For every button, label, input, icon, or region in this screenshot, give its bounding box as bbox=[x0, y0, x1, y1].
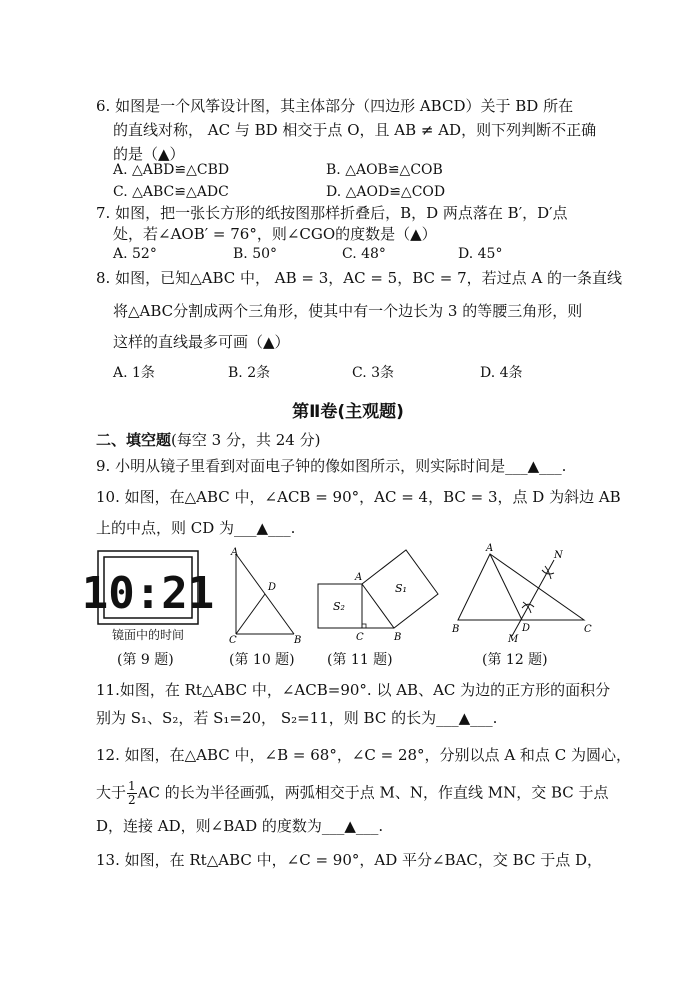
q12-line3: D，连接 AD，则∠BAD 的度数为___▲___. bbox=[96, 817, 384, 835]
fig11-label-c: C bbox=[356, 632, 364, 643]
section2-label: 二、填空题 bbox=[96, 431, 172, 449]
fig12-segment-ad bbox=[490, 554, 522, 620]
clock-display-time: 10:21 bbox=[81, 568, 215, 619]
fig12-label-n: N bbox=[554, 550, 563, 561]
fig10-label-c: C bbox=[229, 635, 237, 646]
fig11-svg bbox=[316, 546, 446, 646]
section-title: 第Ⅱ卷(主观题) bbox=[292, 402, 404, 422]
q8-line1: 8. 如图，已知△ABC 中， AB = 3，AC = 5，BC = 7，若过点 A 的一条直线 bbox=[96, 269, 623, 287]
fig11-label-b: B bbox=[394, 632, 402, 643]
q11-line1: 11.如图，在 Rt△ABC 中，∠ACB=90°. 以 AB、AC 为边的正方形的面积分 bbox=[96, 681, 611, 699]
q12-line2 bbox=[96, 780, 609, 807]
q6-line3: 的是（▲） bbox=[113, 145, 185, 163]
q8-option-b: B. 2条 bbox=[228, 365, 271, 381]
q6-line1: 6. 如图是一个风筝设计图，其主体部分（四边形 ABCD）关于 BD 所在 bbox=[96, 97, 574, 115]
figure-11-squares bbox=[316, 546, 446, 646]
q7-option-a: A. 52° bbox=[113, 246, 157, 262]
fig10-median-cd bbox=[236, 594, 265, 634]
q10-line1: 10. 如图，在△ABC 中，∠ACB = 90°，AC = 4，BC = 3，点 D 为斜边 AB bbox=[96, 488, 621, 506]
q12-line2-prefix: 大于 bbox=[96, 783, 127, 802]
q6-option-b: B. △AOB≌△COB bbox=[326, 162, 443, 178]
fig10-label-b: B bbox=[294, 635, 302, 646]
q13-line1: 13. 如图，在 Rt△ABC 中，∠C = 90°，AD 平分∠BAC，交 BC 于点 D， bbox=[96, 851, 603, 869]
q12-fraction bbox=[127, 780, 137, 807]
figure-12-bisector bbox=[450, 542, 596, 644]
q9-line1: 9. 小明从镜子里看到对面电子钟的像如图所示，则实际时间是___▲___. bbox=[96, 457, 567, 475]
q12-fraction-denominator: 2 bbox=[128, 793, 136, 807]
q6-option-d: D. △AOD≌△COD bbox=[326, 184, 446, 200]
q7-line2: 处，若∠AOB′ = 76°，则∠CGO的度数是（▲） bbox=[113, 225, 437, 243]
q6-option-c: C. △ABC≌△ADC bbox=[113, 184, 229, 200]
q7-option-c: C. 48° bbox=[342, 246, 386, 262]
q12-line1: 12. 如图，在△ABC 中，∠B = 68°，∠C = 28°，分别以点 A 和点 C 为圆心， bbox=[96, 746, 631, 764]
clock-caption: 镜面中的时间 bbox=[111, 628, 185, 642]
q8-option-d: D. 4条 bbox=[480, 365, 523, 381]
fig10-svg bbox=[224, 546, 308, 646]
fig11-label-s1: S₁ bbox=[395, 582, 407, 595]
figure-10-triangle bbox=[224, 546, 308, 646]
fig12-label-c: C bbox=[584, 624, 592, 635]
section2-heading bbox=[96, 430, 320, 450]
fig12-line-mn bbox=[512, 560, 554, 636]
q8-option-c: C. 3条 bbox=[352, 365, 395, 381]
fig11-label-s2: S₂ bbox=[333, 600, 345, 613]
figure-9-clock bbox=[81, 550, 215, 642]
caption-figure-12: (第 12 题) bbox=[482, 652, 548, 668]
fig12-label-m: M bbox=[508, 634, 519, 645]
fig12-triangle-abc bbox=[458, 554, 584, 620]
caption-figure-10: (第 10 题) bbox=[229, 652, 295, 668]
q8-option-a: A. 1条 bbox=[113, 365, 155, 381]
q11-line2: 别为 S₁、S₂，若 S₁=20， S₂=11，则 BC 的长为___▲___. bbox=[96, 709, 498, 727]
fig12-label-b: B bbox=[452, 624, 460, 635]
fig10-label-a: A bbox=[231, 547, 239, 558]
fig12-svg bbox=[450, 542, 596, 644]
fig11-label-a: A bbox=[355, 572, 363, 583]
q7-option-d: D. 45° bbox=[458, 246, 503, 262]
fig11-right-angle-mark bbox=[362, 624, 366, 628]
fig12-label-d: D bbox=[522, 623, 531, 634]
q6-option-a: A. △ABD≌△CBD bbox=[113, 162, 230, 178]
q7-option-b: B. 50° bbox=[233, 246, 278, 262]
caption-figure-9: (第 9 题) bbox=[117, 652, 174, 668]
q8-line2: 将△ABC分割成两个三角形，使其中有一个边长为 3 的等腰三角形，则 bbox=[113, 302, 583, 320]
fig10-label-d: D bbox=[268, 582, 277, 593]
fig12-label-a: A bbox=[486, 543, 494, 554]
caption-figure-11: (第 11 题) bbox=[327, 652, 393, 668]
q12-fraction-numerator: 1 bbox=[128, 779, 136, 793]
q7-line1: 7. 如图，把一张长方形的纸按图那样折叠后，B，D 两点落在 B′，D′点 bbox=[96, 204, 568, 222]
q6-line2: 的直线对称， AC 与 BD 相交于点 O，且 AB ≠ AD，则下列判断不正确 bbox=[113, 121, 597, 139]
clock-svg bbox=[81, 550, 215, 642]
q10-line2: 上的中点，则 CD 为___▲___. bbox=[96, 519, 296, 537]
q8-line3: 这样的直线最多可画（▲） bbox=[113, 333, 290, 351]
section2-note: (每空 3 分，共 24 分) bbox=[171, 431, 321, 449]
q12-line2-rest: AC 的长为半径画弧，两弧相交于点 M、N，作直线 MN，交 BC 于点 bbox=[137, 783, 609, 802]
